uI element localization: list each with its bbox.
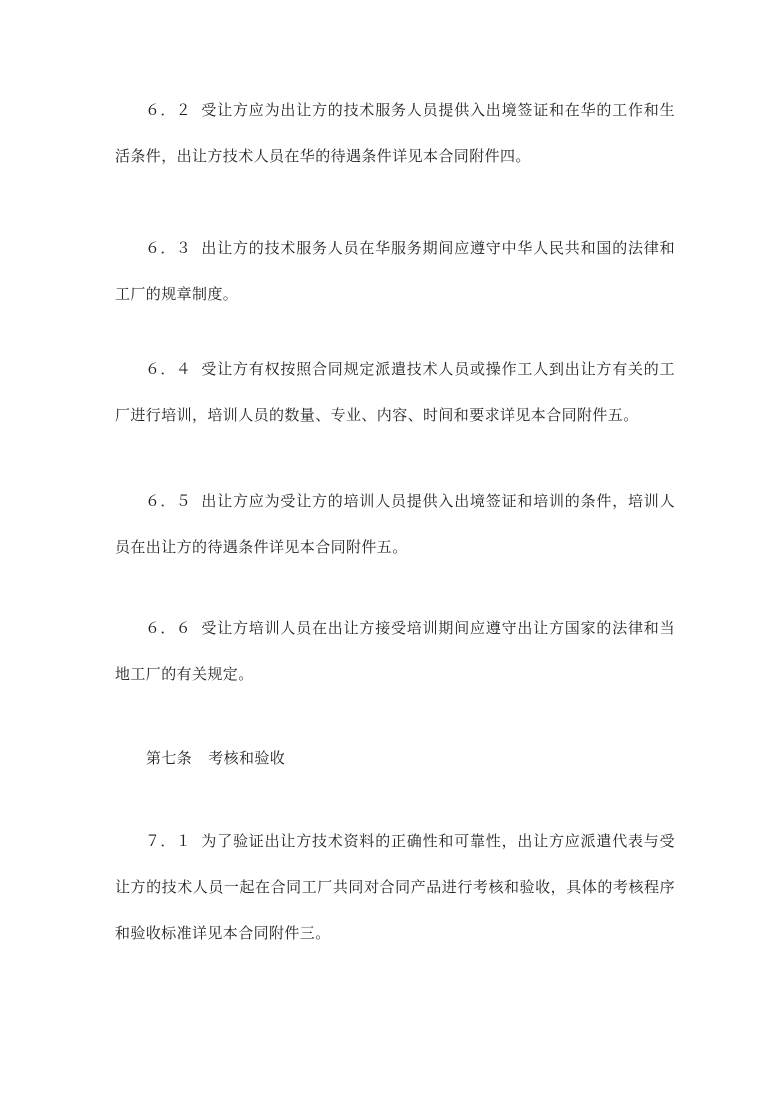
clause-number: ６．２ <box>145 101 192 119</box>
clause-6-6 <box>115 605 675 697</box>
clause-number: ７．１ <box>145 832 192 850</box>
clause-number: ６．３ <box>145 239 192 257</box>
clause-text: 为了验证出让方技术资料的正确性和可靠性，出让方应派遣代表与受让方的技术人员一起在合同工厂共同对合同产品进行考核和验收，具体的考核程序和验收标准详见本合同附件三。 <box>115 832 675 942</box>
clause-number: ６．６ <box>145 619 192 637</box>
clause-number: ６．５ <box>145 492 192 510</box>
clause-text: 受让方有权按照合同规定派遣技术人员或操作工人到出让方有关的工厂进行培训，培训人员的数量、专业、内容、时间和要求详见本合同附件五。 <box>115 360 675 424</box>
clause-text: 受让方应为出让方的技术服务人员提供入出境签证和在华的工作和生活条件，出让方技术人员在华的待遇条件详见本合同附件四。 <box>115 101 675 165</box>
clause-text: 受让方培训人员在出让方接受培训期间应遵守出让方国家的法律和当地工厂的有关规定。 <box>115 619 675 683</box>
article-heading <box>146 735 285 781</box>
clause-6-4 <box>115 346 675 438</box>
clause-6-3 <box>115 225 675 317</box>
clause-text: 出让方的技术服务人员在华服务期间应遵守中华人民共和国的法律和工厂的规章制度。 <box>115 239 675 303</box>
clause-7-1 <box>115 818 675 956</box>
clause-text: 出让方应为受让方的培训人员提供入出境签证和培训的条件，培训人员在出让方的待遇条件详见本合同附件五。 <box>115 492 675 556</box>
article-title: 考核和验收 <box>208 749 286 767</box>
clause-number: ６．４ <box>145 360 192 378</box>
clause-6-2 <box>115 87 675 179</box>
clause-6-5 <box>115 478 675 570</box>
article-label: 第七条 <box>146 749 193 767</box>
